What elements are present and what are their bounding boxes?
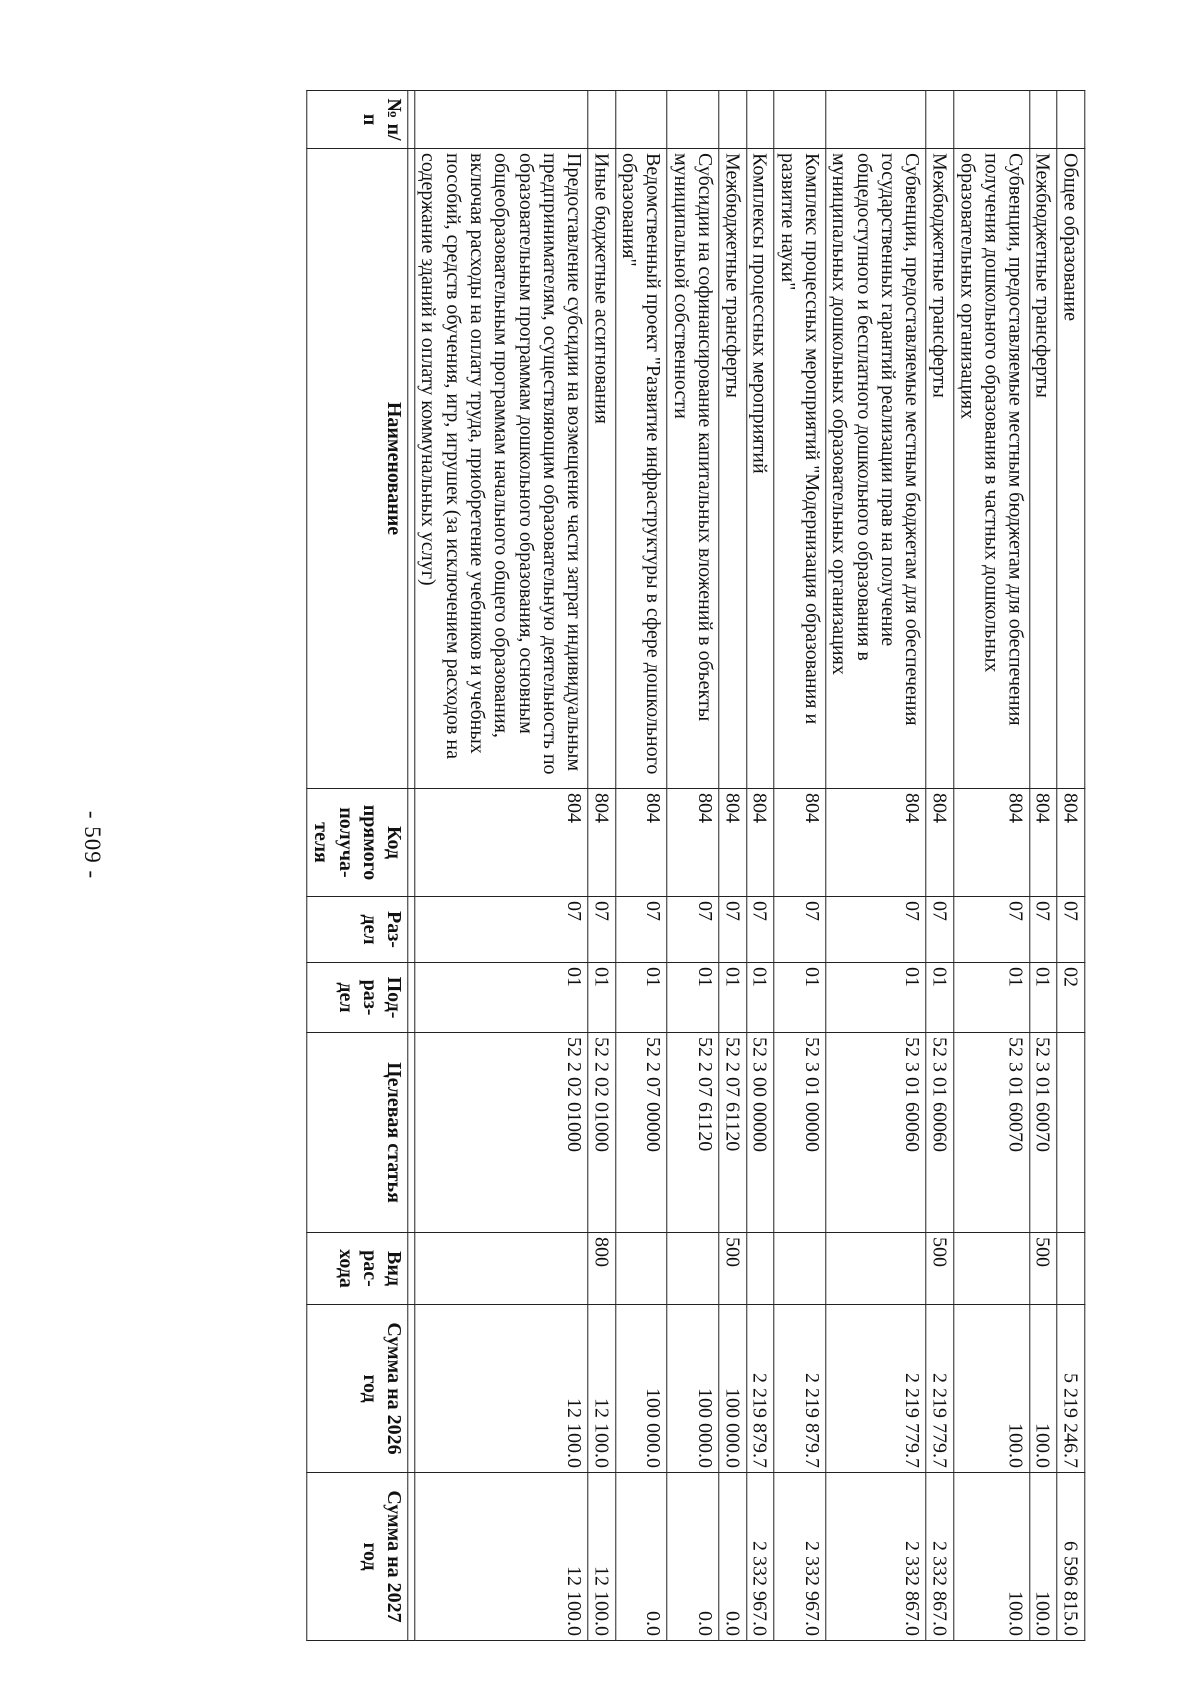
cell-sum-2027: 12 100.0 bbox=[414, 1473, 588, 1641]
cell-sum-2026: 100 000.0 bbox=[667, 1305, 719, 1473]
header-num: № п/п bbox=[307, 91, 408, 149]
cell-recipient: 804 bbox=[1030, 789, 1057, 897]
cell-expense bbox=[826, 1233, 927, 1305]
cell-expense: 500 bbox=[926, 1233, 953, 1305]
header-sum-2026: Сумма на 2026 год bbox=[307, 1305, 408, 1473]
cell-sum-2026: 100.0 bbox=[1030, 1305, 1057, 1473]
cell-section: 07 bbox=[719, 897, 746, 963]
cell-recipient: 804 bbox=[588, 789, 615, 897]
cell-subsection: 01 bbox=[414, 963, 588, 1033]
cell-sum-2027: 2 332 867.0 bbox=[826, 1473, 927, 1641]
table-row bbox=[1057, 91, 1084, 1641]
cell-name: Субвенции, предоставляемые местным бюджетам для обеспечения государственных гарантий реализации прав на получение общедоступного и бесплатного дошкольного образования в муниципальных дошкольных образовательных организациях bbox=[826, 149, 927, 789]
cell-subsection: 01 bbox=[588, 963, 615, 1033]
cell-target: 52 3 00 00000 bbox=[746, 1033, 773, 1233]
cell-num bbox=[1057, 91, 1084, 149]
cell-expense bbox=[774, 1233, 826, 1305]
cell-sum-2026: 100 000.0 bbox=[615, 1305, 667, 1473]
table-row bbox=[746, 91, 773, 1641]
spacer-cell bbox=[407, 91, 414, 149]
cell-name: Межбюджетные трансферты bbox=[926, 149, 953, 789]
spacer-cell bbox=[407, 149, 414, 789]
cell-num bbox=[588, 91, 615, 149]
spacer-cell bbox=[407, 1033, 414, 1233]
cell-target: 52 2 02 01000 bbox=[588, 1033, 615, 1233]
cell-name: Общее образование bbox=[1057, 149, 1084, 789]
header-row bbox=[307, 91, 408, 1641]
cell-recipient: 804 bbox=[774, 789, 826, 897]
header-recipient: Код прямого получа- теля bbox=[307, 789, 408, 897]
cell-section: 07 bbox=[926, 897, 953, 963]
cell-target: 52 2 07 61120 bbox=[719, 1033, 746, 1233]
budget-table bbox=[306, 90, 1085, 1641]
cell-subsection: 01 bbox=[826, 963, 927, 1033]
cell-name: Иные бюджетные ассигнования bbox=[588, 149, 615, 789]
cell-sum-2026: 100 000.0 bbox=[719, 1305, 746, 1473]
cell-section: 07 bbox=[414, 897, 588, 963]
table-row bbox=[667, 91, 719, 1641]
cell-expense bbox=[1057, 1233, 1084, 1305]
cell-target: 52 3 01 60060 bbox=[926, 1033, 953, 1233]
cell-name: Предоставление субсидии на возмещение части затрат индивидуальным предпринимателям, осуществляющим образовательную деятельность по образовательным программам дошкольного образования, основным общеобразовательным программам начального общего образования, включая расходы на оплату труда, приобретение учебников и учебных пособий, средств обучения, игр, игрушек (за исключением расходов на содержание зданий и оплату коммунальных услуг) bbox=[414, 149, 588, 789]
cell-subsection: 01 bbox=[1030, 963, 1057, 1033]
cell-section: 07 bbox=[1030, 897, 1057, 963]
table-row bbox=[615, 91, 667, 1641]
cell-expense: 800 bbox=[588, 1233, 615, 1305]
cell-target: 52 3 01 60070 bbox=[954, 1033, 1030, 1233]
cell-sum-2026: 5 219 246.7 bbox=[1057, 1305, 1084, 1473]
header-name: Наименование bbox=[307, 149, 408, 789]
cell-sum-2027: 12 100.0 bbox=[588, 1473, 615, 1641]
cell-num bbox=[667, 91, 719, 149]
cell-section: 07 bbox=[1057, 897, 1084, 963]
cell-recipient: 804 bbox=[746, 789, 773, 897]
cell-section: 07 bbox=[667, 897, 719, 963]
cell-name: Субвенции, предоставляемые местным бюджетам для обеспечения получения дошкольного образования в частных дошкольных образовательных организациях bbox=[954, 149, 1030, 789]
header-sum-2027: Сумма на 2027 год bbox=[307, 1473, 408, 1641]
header-spacer-row bbox=[407, 91, 414, 1641]
cell-target bbox=[1057, 1033, 1084, 1233]
cell-section: 07 bbox=[588, 897, 615, 963]
spacer-cell bbox=[407, 1233, 414, 1305]
table-row bbox=[954, 91, 1030, 1641]
spacer-cell bbox=[407, 1305, 414, 1473]
cell-expense bbox=[954, 1233, 1030, 1305]
page-number: - 509 - bbox=[80, 810, 105, 880]
cell-subsection: 01 bbox=[954, 963, 1030, 1033]
cell-sum-2026: 12 100.0 bbox=[414, 1305, 588, 1473]
cell-sum-2027: 2 332 967.0 bbox=[746, 1473, 773, 1641]
spacer-cell bbox=[407, 1473, 414, 1641]
cell-name: Ведомственный проект "Развитие инфраструктуры в сфере дошкольного образования" bbox=[615, 149, 667, 789]
cell-section: 07 bbox=[746, 897, 773, 963]
cell-name: Комплексы процессных мероприятий bbox=[746, 149, 773, 789]
header-section: Раз- дел bbox=[307, 897, 408, 963]
spacer-cell bbox=[407, 897, 414, 963]
cell-num bbox=[774, 91, 826, 149]
cell-sum-2027: 0.0 bbox=[615, 1473, 667, 1641]
table-row bbox=[719, 91, 746, 1641]
spacer-cell bbox=[407, 963, 414, 1033]
cell-target: 52 3 01 00000 bbox=[774, 1033, 826, 1233]
table-row bbox=[414, 91, 588, 1641]
cell-subsection: 01 bbox=[926, 963, 953, 1033]
cell-num bbox=[615, 91, 667, 149]
cell-recipient: 804 bbox=[826, 789, 927, 897]
cell-sum-2027: 2 332 967.0 bbox=[774, 1473, 826, 1641]
cell-subsection: 01 bbox=[667, 963, 719, 1033]
cell-recipient: 804 bbox=[926, 789, 953, 897]
cell-expense bbox=[615, 1233, 667, 1305]
cell-num bbox=[926, 91, 953, 149]
cell-subsection: 01 bbox=[615, 963, 667, 1033]
cell-subsection: 02 bbox=[1057, 963, 1084, 1033]
cell-sum-2026: 2 219 779.7 bbox=[826, 1305, 927, 1473]
cell-sum-2026: 100.0 bbox=[954, 1305, 1030, 1473]
header-subsection: Под- раз- дел bbox=[307, 963, 408, 1033]
cell-sum-2026: 2 219 879.7 bbox=[746, 1305, 773, 1473]
cell-sum-2027: 100.0 bbox=[1030, 1473, 1057, 1641]
header-target: Целевая статья bbox=[307, 1033, 408, 1233]
cell-section: 07 bbox=[615, 897, 667, 963]
cell-expense bbox=[746, 1233, 773, 1305]
cell-expense bbox=[414, 1233, 588, 1305]
cell-recipient: 804 bbox=[667, 789, 719, 897]
spacer-cell bbox=[407, 789, 414, 897]
cell-sum-2027: 0.0 bbox=[719, 1473, 746, 1641]
cell-subsection: 01 bbox=[746, 963, 773, 1033]
cell-sum-2027: 100.0 bbox=[954, 1473, 1030, 1641]
table-row bbox=[588, 91, 615, 1641]
cell-num bbox=[719, 91, 746, 149]
table-row bbox=[926, 91, 953, 1641]
cell-num bbox=[746, 91, 773, 149]
cell-target: 52 3 01 60060 bbox=[826, 1033, 927, 1233]
header-expense: Вид рас- хода bbox=[307, 1233, 408, 1305]
cell-subsection: 01 bbox=[719, 963, 746, 1033]
cell-target: 52 2 07 00000 bbox=[615, 1033, 667, 1233]
cell-sum-2027: 2 332 867.0 bbox=[926, 1473, 953, 1641]
cell-target: 52 2 02 01000 bbox=[414, 1033, 588, 1233]
cell-num bbox=[1030, 91, 1057, 149]
table-row bbox=[826, 91, 927, 1641]
table-row bbox=[774, 91, 826, 1641]
cell-sum-2026: 2 219 779.7 bbox=[926, 1305, 953, 1473]
cell-name: Комплекс процессных мероприятий "Модернизация образования и развитие науки" bbox=[774, 149, 826, 789]
cell-recipient: 804 bbox=[615, 789, 667, 897]
cell-name: Межбюджетные трансферты bbox=[719, 149, 746, 789]
cell-sum-2027: 0.0 bbox=[667, 1473, 719, 1641]
cell-expense: 500 bbox=[719, 1233, 746, 1305]
cell-target: 52 2 07 61120 bbox=[667, 1033, 719, 1233]
cell-sum-2026: 12 100.0 bbox=[588, 1305, 615, 1473]
cell-name: Межбюджетные трансферты bbox=[1030, 149, 1057, 789]
cell-expense: 500 bbox=[1030, 1233, 1057, 1305]
cell-recipient: 804 bbox=[719, 789, 746, 897]
cell-target: 52 3 01 60070 bbox=[1030, 1033, 1057, 1233]
cell-num bbox=[414, 91, 588, 149]
cell-subsection: 01 bbox=[774, 963, 826, 1033]
cell-recipient: 804 bbox=[954, 789, 1030, 897]
table-row bbox=[1030, 91, 1057, 1641]
cell-section: 07 bbox=[826, 897, 927, 963]
cell-sum-2027: 6 596 815.0 bbox=[1057, 1473, 1084, 1641]
cell-section: 07 bbox=[954, 897, 1030, 963]
cell-recipient: 804 bbox=[414, 789, 588, 897]
cell-sum-2026: 2 219 879.7 bbox=[774, 1305, 826, 1473]
cell-expense bbox=[667, 1233, 719, 1305]
cell-name: Субсидии на софинансирование капитальных вложений в объекты муниципальной собственности bbox=[667, 149, 719, 789]
cell-num bbox=[826, 91, 927, 149]
cell-section: 07 bbox=[774, 897, 826, 963]
cell-num bbox=[954, 91, 1030, 149]
cell-recipient: 804 bbox=[1057, 789, 1084, 897]
